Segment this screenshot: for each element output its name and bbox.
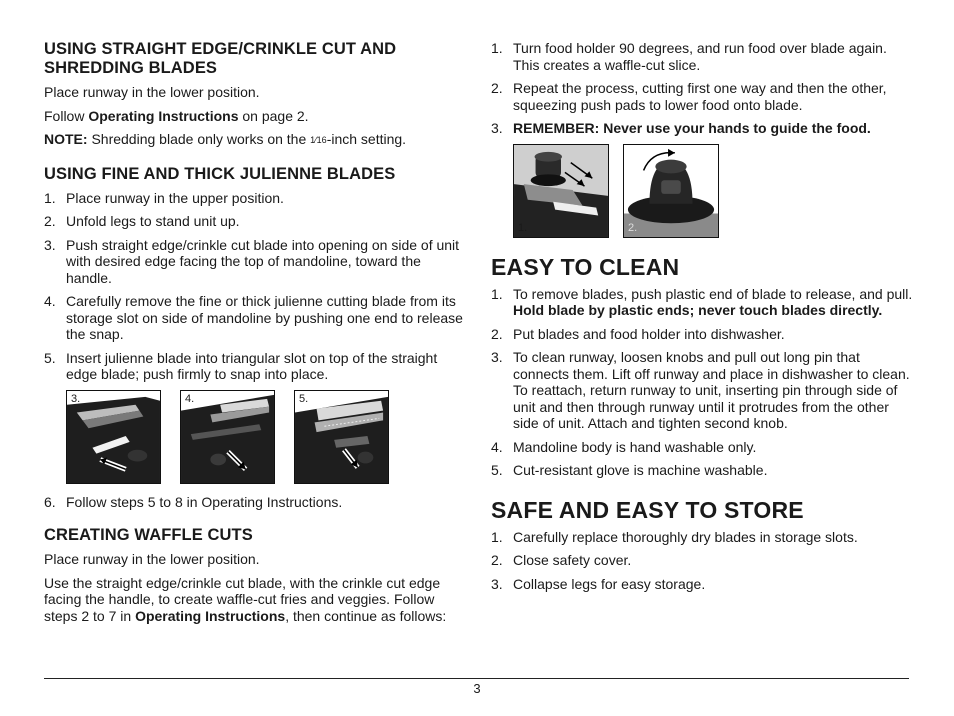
figure-step-5: 5.	[294, 390, 389, 484]
mandoline-blade-insert-illustration	[67, 391, 160, 483]
section-heading-straight-edge: USING STRAIGHT EDGE/CRINKLE CUT AND SHREDDING BLADES	[44, 40, 397, 77]
fraction-1-16: 1⁄16	[310, 135, 327, 145]
storage-steps-list	[491, 529, 916, 593]
list-item: 1. To remove blades, push plastic end of blade to release, and pull. Hold blade by plastic ends; never touch blades directly.	[491, 285, 913, 318]
list-item: 4. Carefully remove the fine or thick julienne cutting blade from its storage slot on side of mandoline by pushing one end to release the snap.	[44, 293, 463, 342]
list-item: 3. Push straight edge/crinkle cut blade into opening on side of unit with desired edge facing the top of mandoline, toward the handle.	[44, 236, 460, 286]
list-item: 3. REMEMBER: Never use your hands to guide the food.	[491, 120, 871, 136]
page-number: 3	[473, 681, 481, 696]
figure-waffle-1: 1.	[513, 144, 609, 238]
julienne-blade-remove-illustration	[181, 391, 274, 483]
waffle-runway-text: Place runway in the lower position.	[44, 551, 260, 567]
section-heading-julienne: USING FINE AND THICK JULIENNE BLADES	[44, 164, 396, 183]
list-item: 2. Repeat the process, cutting first one way and then the other, squeezing push pads to lower food onto blade.	[491, 80, 887, 113]
runway-lower-text: Place runway in the lower position.	[44, 84, 260, 100]
figure-step-4: 4.	[180, 390, 275, 484]
list-item: 5. Cut-resistant glove is machine washable.	[491, 462, 768, 478]
operating-instructions-ref: Operating Instructions	[88, 107, 239, 124]
food-holder-slide-illustration	[514, 145, 608, 237]
julienne-step-6	[44, 494, 464, 511]
footer-divider	[44, 678, 909, 679]
section-heading-safe-to-store: SAFE AND EASY TO STORE	[491, 496, 804, 523]
waffle-figures	[513, 144, 916, 238]
list-item: 1. Place runway in the upper position.	[44, 189, 284, 206]
julienne-steps-list	[44, 190, 464, 383]
list-item: 3. To clean runway, loosen knobs and pull out long pin that connects them. Lift off runway and place in dishwasher to clean. To reattach, return runway to unit, inserting pin through side of unit and then through runway until it protrudes from the other side of unit. Attach and tighten second knob.	[491, 349, 910, 431]
waffle-steps-list	[491, 40, 916, 137]
safety-warning: REMEMBER: Never use your hands to guide the food.	[513, 120, 871, 136]
section-heading-easy-to-clean: EASY TO CLEAN	[491, 253, 680, 280]
shredding-note: NOTE: Shredding blade only works on the 1⁄16-inch setting.	[44, 131, 407, 147]
list-item: 5. Insert julienne blade into triangular slot on top of the straight edge blade; push firmly to snap into place.	[44, 349, 438, 382]
list-item: 1. Turn food holder 90 degrees, and run food over blade again. This creates a waffle-cut slice.	[491, 40, 887, 73]
follow-instructions-text: Follow Operating Instructions on page 2.	[44, 107, 309, 124]
operating-instructions-ref: Operating Instructions	[135, 607, 286, 624]
list-item: 2. Close safety cover.	[491, 552, 632, 568]
list-item: 6. Follow steps 5 to 8 in Operating Instructions.	[44, 493, 343, 510]
left-column	[44, 40, 464, 631]
list-item: 2. Unfold legs to stand unit up.	[44, 213, 240, 229]
food-holder-rotate-illustration	[624, 145, 718, 237]
julienne-blade-snap-illustration	[295, 391, 388, 483]
list-item: 4. Mandoline body is hand washable only.	[491, 438, 757, 455]
cleaning-steps-list	[491, 286, 916, 479]
julienne-figures	[66, 390, 464, 484]
blade-safety-warning: Hold blade by plastic ends; never touch blades directly.	[513, 302, 883, 318]
list-item: 1. Carefully replace thoroughly dry blades in storage slots.	[491, 528, 858, 545]
right-column	[491, 40, 916, 599]
waffle-instructions-text: Use the straight edge/crinkle cut blade, with the crinkle cut edge facing the handle, to create waffle-cut fries and veggies. Follow steps 2 to 7 in Operating Instructions, then continue as follows:	[44, 574, 447, 624]
list-item: 3. Collapse legs for easy storage.	[491, 575, 706, 592]
figure-step-3: 3.	[66, 390, 161, 484]
figure-waffle-2: 2.	[623, 144, 719, 238]
section-heading-waffle: CREATING WAFFLE CUTS	[44, 526, 253, 544]
list-item: 2. Put blades and food holder into dishwasher.	[491, 325, 785, 342]
